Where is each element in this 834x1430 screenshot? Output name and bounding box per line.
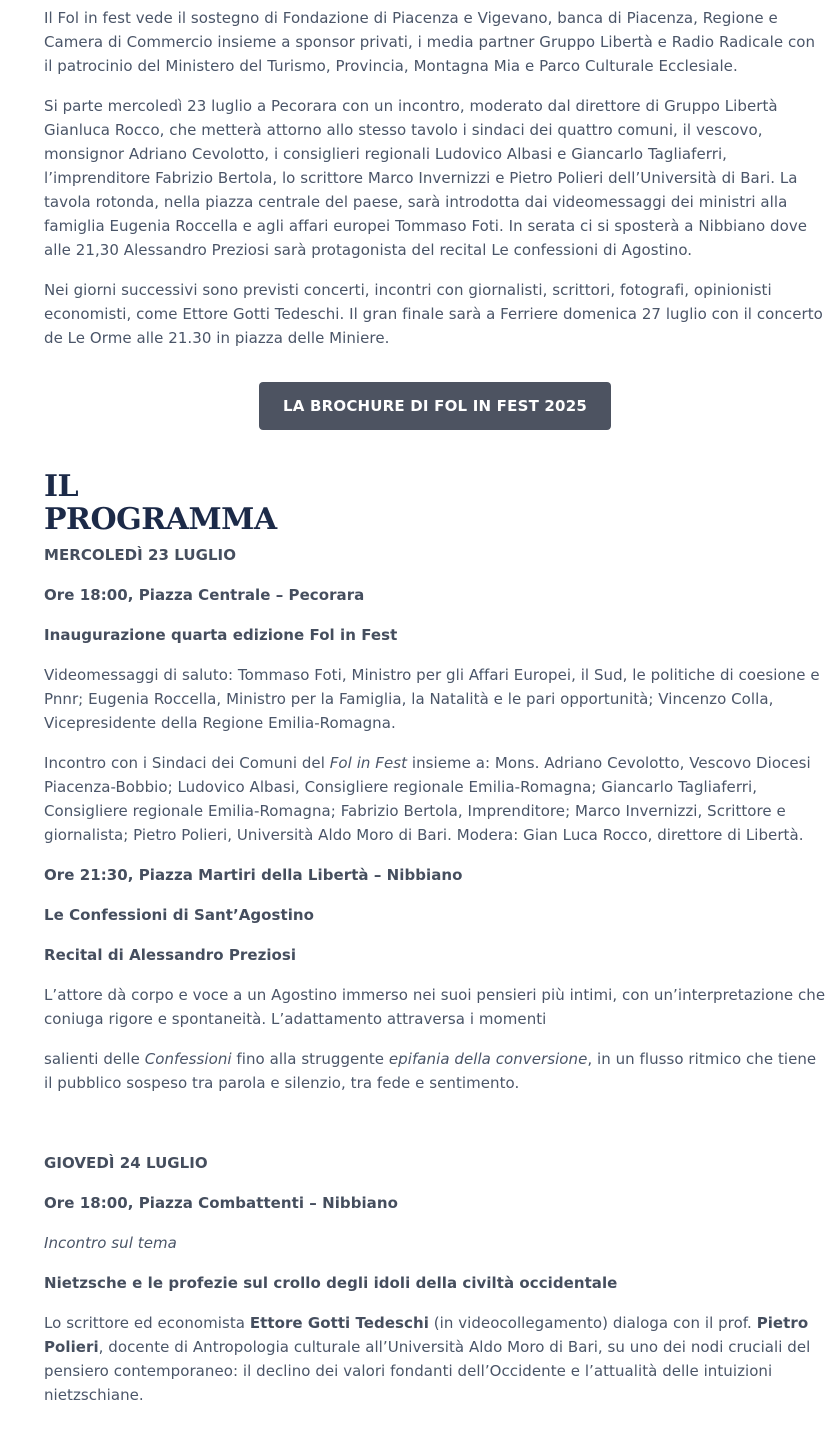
day1-event2-desc2: salienti delle Confessioni fino alla struggente epifania della conversione, in un flusso ritmico che tiene il pubblico sospeso tra parola e silenzio, tra fede e sentimento. — [44, 1050, 817, 1092]
day1-event1-title: Inaugurazione quarta edizione Fol in Fest — [44, 626, 398, 644]
day1-label: MERCOLEDÌ 23 LUGLIO — [44, 546, 236, 564]
fol-in-fest-emphasis: Fol in Fest — [329, 754, 408, 772]
day1-event1-messages: Videomessaggi di saluto: Tommaso Foti, Ministro per gli Affari Europei, il Sud, le politiche di coesione e Pnnr; Eugenia Roccella, Ministro per la Famiglia, la Natalità e le pari opportunità; Vincenzo Colla, Vicepresidente della Regione Emilia-Romagna. — [44, 666, 820, 732]
day2-event1-desc: Lo scrittore ed economista Ettore Gotti Tedeschi (in videocollegamento) dialoga con il prof. Pietro Polieri, docente di Antropologia culturale all’Università Aldo Moro di Bari, su uno dei nodi cruciali del pensiero contemporaneo: il declino dei valori fondanti dell’Occidente e l’attualità delle intuizioni nietzschiane. — [44, 1314, 811, 1404]
intro-paragraph-2: Si parte mercoledì 23 luglio a Pecorara con un incontro, moderato dal direttore di Gruppo Libertà Gianluca Rocco, che metterà attorno allo stesso tavolo i sindaci dei quattro comuni, il vescovo, monsignor Adriano Cevolotto, i consiglieri regionali Ludovico Albasi e Giancarlo Tagliaferri, l’imprenditore Fabrizio Bertola, lo scrittore Marco Invernizzi e Pietro Polieri dell’Università di Bari. La tavola rotonda, nella piazza centrale del paese, sarà introdotta dai videomessaggi dei ministri alla famiglia Eugenia Roccella e agli affari europei Tommaso Foti. In serata ci si sposterà a Nibbiano dove alle 21,30 Alessandro Preziosi sarà protagonista del recital Le confessioni di Agostino. — [44, 97, 808, 259]
program-heading — [44, 470, 826, 536]
day1-event1-meeting: Incontro con i Sindaci dei Comuni del Fol in Fest insieme a: Mons. Adriano Cevolotto, Vescovo Diocesi Piacenza-Bobbio; Ludovico Albasi, Consigliere regionale Emilia-Romagna; Giancarlo Tagliaferri, Consigliere regionale Emilia-Romagna; Fabrizio Bertola, Imprenditore; Marco Invernizzi, Scrittore e giornalista; Pietro Polieri, Università Aldo Moro di Bari. Modera: Gian Luca Rocco, direttore di Libertà. — [44, 754, 811, 844]
day2-event1-title: Nietzsche e le profezie sul crollo degli idoli della civiltà occidentale — [44, 1274, 618, 1292]
intro-paragraph-3: Nei giorni successivi sono previsti concerti, incontri con giornalisti, scrittori, fotografi, opinionisti economisti, come Ettore Gotti Tedeschi. Il gran finale sarà a Ferriere domenica 27 luglio con il concerto de Le Orme alle 21.30 in piazza delle Miniere. — [44, 281, 823, 347]
day2-event1-kicker: Incontro sul tema — [44, 1234, 177, 1252]
day1-event2-title: Le Confessioni di Sant’Agostino — [44, 906, 314, 924]
day1-event2-subtitle: Recital di Alessandro Preziosi — [44, 946, 297, 964]
intro-paragraph-1: Il Fol in fest vede il sostegno di Fondazione di Piacenza e Vigevano, banca di Piacenza, Regione e Camera di Commercio insieme a sponsor privati, i media partner Gruppo Libertà e Radio Radicale con il patrocinio del Ministero del Turismo, Provincia, Montagna Mia e Parco Culturale Ecclesiale. — [44, 9, 816, 75]
brochure-button-row — [44, 382, 826, 430]
program-heading-line1: IL — [44, 469, 79, 504]
confessioni-emphasis: Confessioni — [144, 1050, 232, 1068]
day2-label: GIOVEDÌ 24 LUGLIO — [44, 1154, 208, 1172]
day1-event2-desc1: L’attore dà corpo e voce a un Agostino immerso nei suoi pensieri più intimi, con un’interpretazione che coniuga rigore e spontaneità. L’adattamento attraversa i momenti — [44, 986, 826, 1028]
speaker-gotti-tedeschi: Ettore Gotti Tedeschi — [249, 1314, 429, 1332]
program-heading-line2: PROGRAMMA — [44, 502, 277, 537]
brochure-button[interactable]: LA BROCHURE DI FOL IN FEST 2025 — [259, 382, 611, 430]
day1-event2-time: Ore 21:30, Piazza Martiri della Libertà – Nibbiano — [44, 866, 463, 884]
day2-event1-time: Ore 18:00, Piazza Combattenti – Nibbiano — [44, 1194, 398, 1212]
speaker-polieri: Pietro Polieri — [44, 1314, 809, 1356]
day1-event1-time: Ore 18:00, Piazza Centrale – Pecorara — [44, 586, 365, 604]
epifania-emphasis: epifania della conversione — [388, 1050, 588, 1068]
